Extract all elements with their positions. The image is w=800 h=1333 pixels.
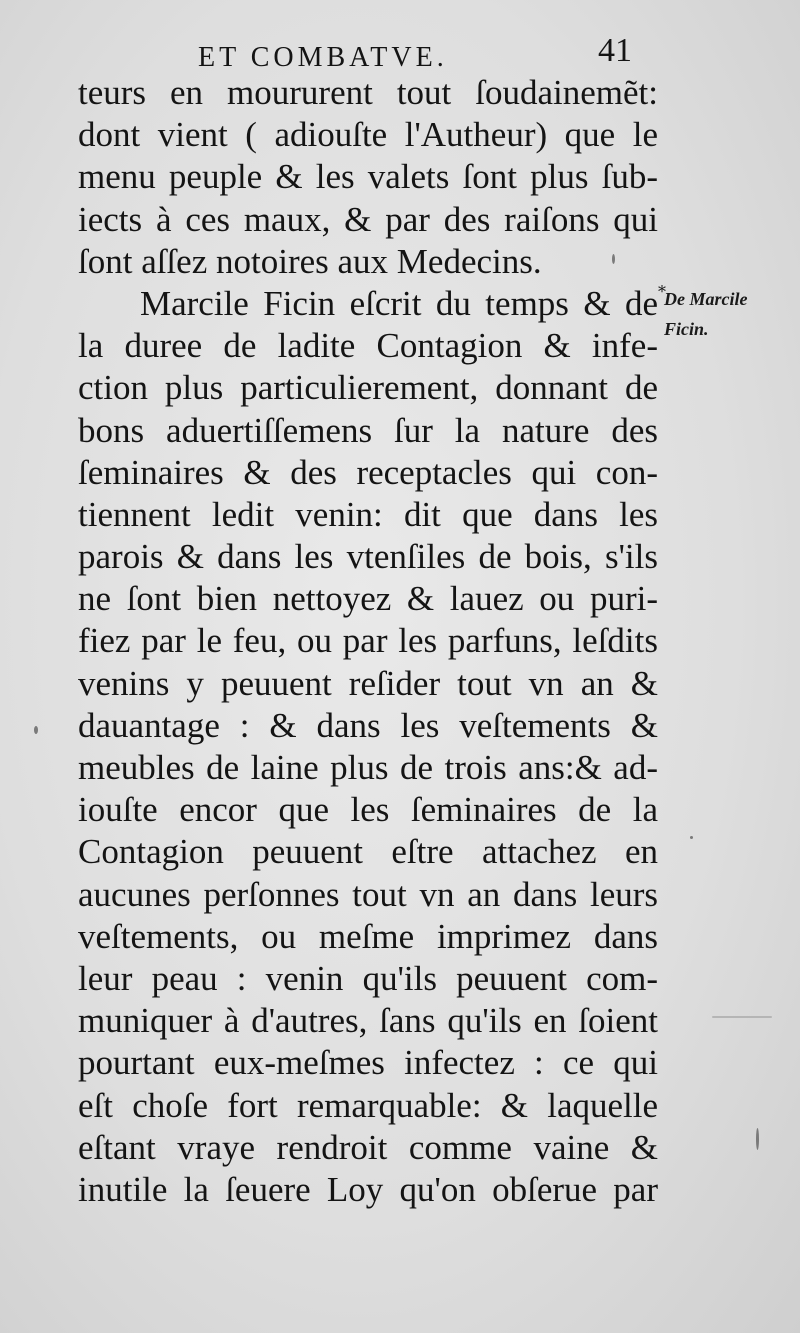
note-reference-mark: * [658, 282, 666, 301]
page-number: 41 [598, 32, 632, 69]
text-line: teurs en moururent tout ſoudainemẽt: [78, 73, 658, 112]
text-line: venins y peuuent reſider tout vn an & [78, 663, 658, 703]
text-line: pourtant eux-meſmes infectez : ce qui [78, 1043, 658, 1083]
page-header [0, 28, 800, 74]
text-line: meubles de laine plus de trois ans:& ad- [78, 748, 658, 787]
text-line: ne ſont bien nettoyez & lauez ou puri- [78, 579, 658, 619]
body-text [78, 72, 658, 1211]
text-line: ction plus particulierement, donnant de [78, 368, 658, 408]
text-line: ſeminaires & des receptacles qui con- [78, 452, 658, 492]
text-line: fiez par le feu, ou par les parfuns, leſdits [78, 621, 658, 661]
text-line: dont vient ( adiouſte l'Autheur) que le [78, 115, 658, 155]
text-line: iects à ces maux, & par des raiſons qui [78, 199, 658, 239]
paper-speck [756, 1128, 759, 1150]
margin-note-line: Ficin. [664, 319, 709, 339]
paragraph-first-line: Marcile Ficin eſcrit du temps & de [140, 283, 658, 323]
margin-note-line: De Marcile [664, 289, 748, 309]
text-line: muniquer à d'autres, ſans qu'ils en ſoient [78, 1001, 658, 1041]
text-line: Contagion peuuent eſtre attachez en [78, 832, 658, 872]
text-line: tiennent ledit venin: dit que dans les [78, 494, 658, 534]
text-line: inutile la ſeuere Loy qu'on obſerue par [78, 1169, 658, 1209]
text-line: eſtant vraye rendroit comme vaine & [78, 1127, 658, 1167]
paper-speck [690, 836, 693, 839]
paper-speck [712, 1016, 772, 1018]
text-line: menu peuple & les valets ſont plus ſub- [78, 157, 658, 197]
running-title: ET COMBATVE. [198, 42, 448, 73]
text-line: eſt choſe fort remarquable: & laquelle [78, 1085, 658, 1125]
text-line: aucunes perſonnes tout vn an dans leurs [78, 874, 658, 914]
text-line: iouſte encor que les ſeminaires de la [78, 790, 658, 830]
paper-speck [34, 726, 38, 734]
text-line: leur peau : venin qu'ils peuuent com- [78, 958, 658, 998]
text-line: veſtements, ou meſme imprimez dans [78, 916, 658, 956]
text-line: parois & dans les vtenſiles de bois, s'ils [78, 537, 658, 577]
paper-speck [612, 254, 615, 264]
margin-note [658, 282, 796, 344]
text-line: la duree de ladite Contagion & infe- [78, 326, 658, 366]
text-line: dauantage : & dans les veſtements & [78, 705, 658, 745]
text-line: ſont aſſez notoires aux Medecins. [78, 241, 542, 281]
text-line: bons aduertiſſemens ſur la nature des [78, 410, 658, 450]
